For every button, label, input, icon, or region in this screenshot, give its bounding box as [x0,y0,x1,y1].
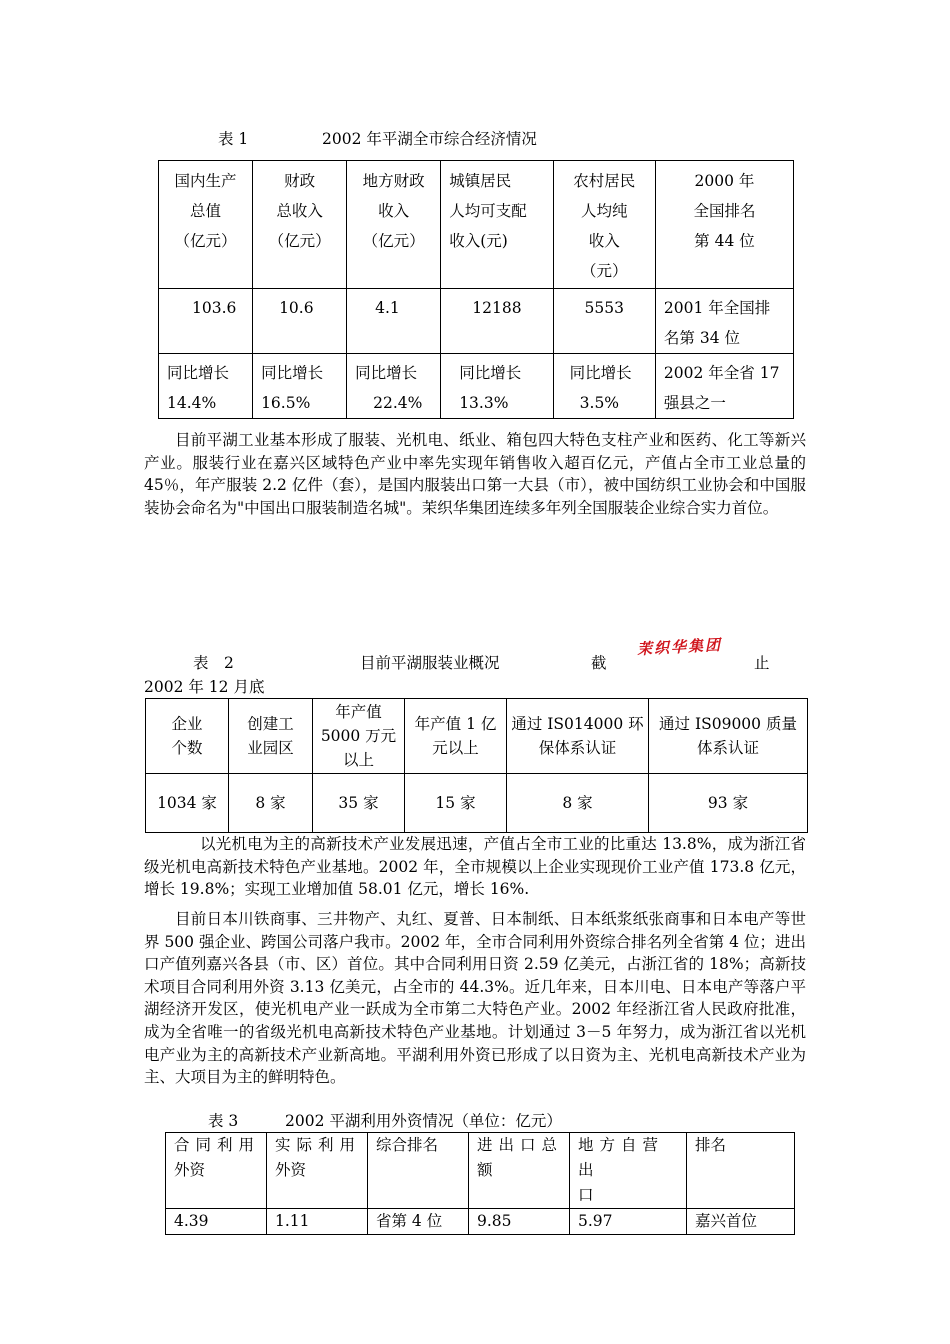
table1-growth-gdp: 同比增长 14.4% [159,354,253,419]
table3-value-import-export: 9.85 [469,1209,570,1235]
table1-growth-row [159,354,794,419]
table3-value-overall-rank: 省第 4 位 [368,1209,469,1235]
table2-value-enterprises: 1034 家 [146,774,229,833]
table2-value-industrial-parks: 8 家 [229,774,313,833]
table3-value-rank: 嘉兴首位 [687,1209,795,1235]
table1-header-row [159,161,794,289]
table2-value-iso9000: 93 家 [649,774,808,833]
table3-value-row [166,1209,795,1235]
table2-value-output-50m: 35 家 [313,774,405,833]
paragraph-apparel-industry: 目前平湖工业基本形成了服装、光机电、纸业、箱包四大特色支柱产业和医药、化工等新兴产业。服装行业在嘉兴区域特色产业中率先实现年销售收入超百亿元，产值占全市工业总量的 45％，年产服装 2.2 亿件（套），是国内服装出口第一大县（市），被中国纺织工业协会和中国服装协会命名为"中国出口服装制造名城"。茉织华集团连续多年列全国服装企业综合实力首位。 [144,431,806,517]
table3-value-local-export: 5.97 [570,1209,687,1235]
table1 [158,160,794,419]
table2-header-industrial-parks: 创建工 业园区 [229,699,313,774]
table2-caption-title: 目前平湖服装业概况 [360,654,500,672]
table1-value-fiscal-revenue: 10.6 [253,289,347,354]
table1-value-local-revenue: 4.1 [347,289,441,354]
table3-caption-title: 2002 平湖利用外资情况（单位：亿元） [285,1112,562,1130]
table1-header-fiscal-revenue: 财政 总收入 （亿元） [253,161,347,289]
table1-value-row [159,289,794,354]
table1-header-local-revenue: 地方财政 收入 （亿元） [347,161,441,289]
table2-value-output-100m: 15 家 [405,774,507,833]
table1-caption-number: 表 1 [218,130,249,148]
table2-header-enterprises: 企业 个数 [146,699,229,774]
table2-caption-jie: 截 [591,654,607,672]
table2-header-iso14000: 通过 IS014000 环 保体系认证 [507,699,649,774]
table2-header-iso9000: 通过 IS09000 质量 体系认证 [649,699,808,774]
table1-caption-title: 2002 年平湖全市综合经济情况 [322,130,537,148]
table1-growth-rural-income: 同比增长 3.5% [553,354,655,419]
table2-caption-zhi: 止 [754,654,770,672]
table1-header-gdp: 国内生产 总值 （亿元） [159,161,253,289]
paragraph-high-tech: 以光机电为主的高新技术产业发展迅速，产值占全市工业的比重达 13.8%，成为浙江省级光机电高新技术特色产业基地。2002 年，全市规模以上企业实现现价工业产值 173.8 亿元，增长 19.8%；实现工业增加值 58.01 亿元，增长 16%. [144,835,806,899]
table1-header-rank-2000: 2000 年 全国排名 第 44 位 [655,161,793,289]
table3-header-rank: 排名 [687,1133,795,1209]
table2-value-iso14000: 8 家 [507,774,649,833]
table3-header-contract-fdi: 合同利用 外资 [166,1133,267,1209]
table1-growth-fiscal-revenue: 同比增长 16.5% [253,354,347,419]
table3-value-contract-fdi: 4.39 [166,1209,267,1235]
table3-value-actual-fdi: 1.11 [267,1209,368,1235]
table1-header-urban-income: 城镇居民 人均可支配 收入(元) [441,161,553,289]
table2-caption-date: 2002 年 12 月底 [144,678,265,696]
table1-rank-2001: 2001 年全国排 名第 34 位 [655,289,793,354]
table2-header-row [146,699,808,774]
table3-header-overall-rank: 综合排名 [368,1133,469,1209]
table3 [165,1132,795,1235]
table1-value-urban-income: 12188 [441,289,553,354]
table2-value-row [146,774,808,833]
table2-header-output-100m: 年产值 1 亿 元以上 [405,699,507,774]
table3-header-row [166,1133,795,1209]
table2-caption-number: 表 2 [193,654,234,672]
table1-rank-2002: 2002 年全省 17 强县之一 [655,354,793,419]
table3-header-import-export: 进出口总 额 [469,1133,570,1209]
table1-header-rural-income: 农村居民 人均纯 收入 （元） [553,161,655,289]
paragraph-foreign-investment: 目前日本川铁商事、三井物产、丸红、夏普、日本制纸、日本纸浆纸张商事和日本电产等世界 500 强企业、跨国公司落户我市。2002 年，全市合同利用外资综合排名列全省第 4 位；进出口产值列嘉兴各县（市、区）首位。其中合同利用日资 2.59 亿美元，占浙江省的 18%；高新技术项目合同利用外资 3.13 亿美元，占全市的 44.3%。近几年来，日本川电、日本电产等落户平湖经济开发区，使光机电产业一跃成为全市第二大特色产业。2002 年经浙江省人民政府批准，成为全省唯一的省级光机电高新技术特色产业基地。计划通过 3－5 年努力，成为浙江省以光机电产业为主的高新技术产业新高地。平湖利用外资已形成了以日资为主、光机电高新技术产业为主、大项目为主的鲜明特色。 [144,910,806,1087]
table3-header-local-export: 地方自营出 口 [570,1133,687,1209]
table3-caption-number: 表 3 [208,1112,239,1130]
table1-growth-urban-income: 同比增长 13.3% [441,354,553,419]
table2 [145,698,808,833]
table1-growth-local-revenue: 同比增长 22.4% [347,354,441,419]
table3-header-actual-fdi: 实际利用 外资 [267,1133,368,1209]
company-stamp: 茉织华集团 [636,635,723,659]
table1-value-rural-income: 5553 [553,289,655,354]
table2-header-output-50m: 年产值 5000 万元 以上 [313,699,405,774]
table1-value-gdp: 103.6 [159,289,253,354]
